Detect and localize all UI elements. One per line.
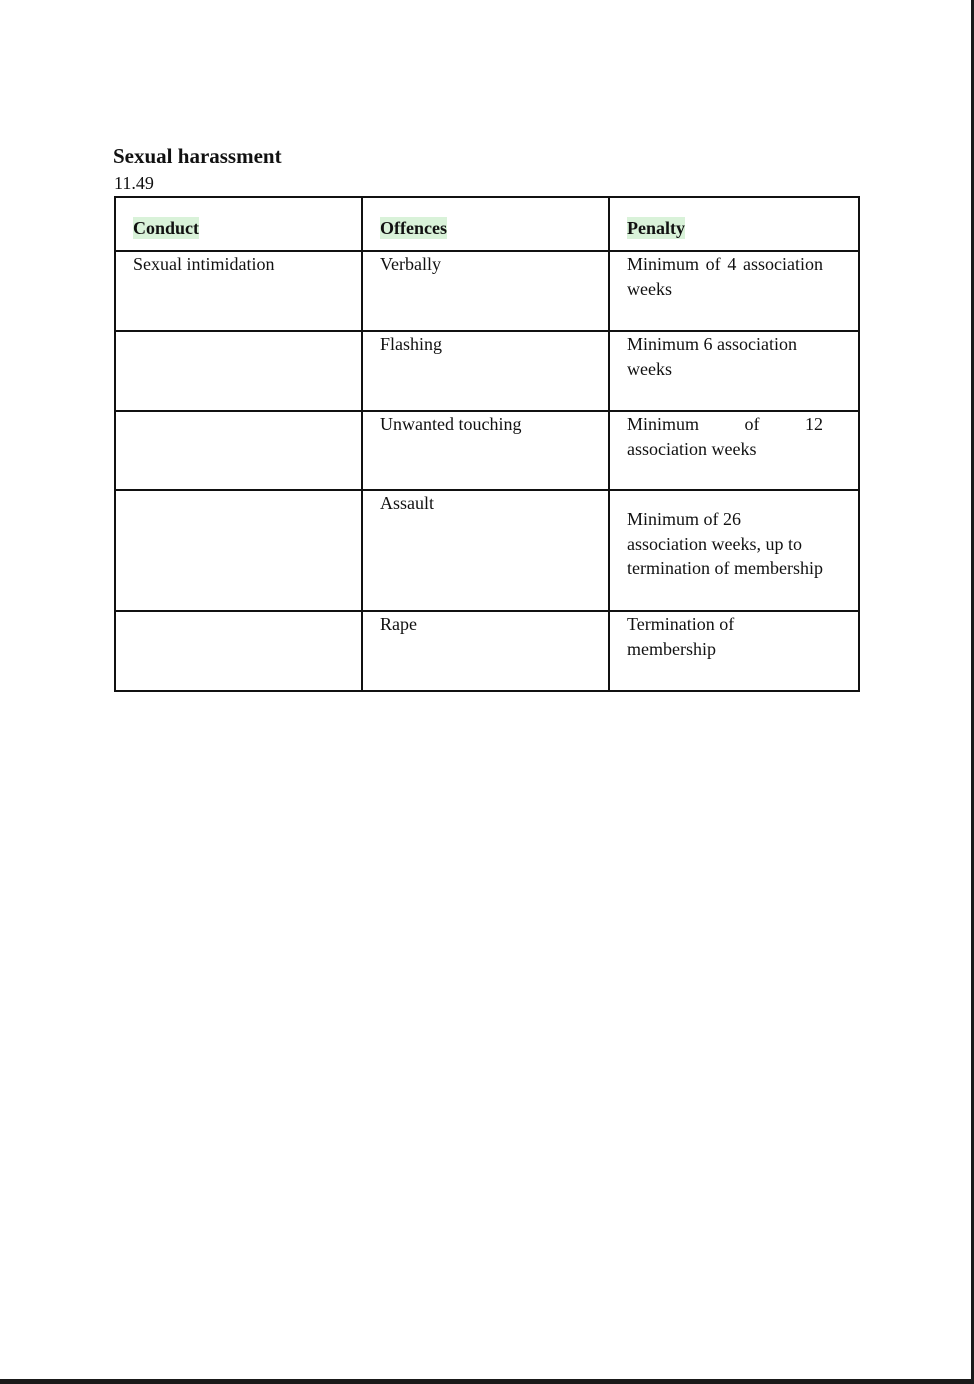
header-penalty: Penalty xyxy=(627,218,685,238)
offence-cell: Rape xyxy=(362,611,609,691)
header-offences: Offences xyxy=(380,218,447,238)
conduct-cell: Sexual intimidation xyxy=(115,251,362,331)
table-row xyxy=(115,611,859,691)
table-row xyxy=(115,490,859,611)
offence-cell: Assault xyxy=(362,490,609,611)
penalty-text: Termination of membership xyxy=(627,614,735,659)
section-heading: Sexual harassment xyxy=(113,144,282,168)
penalty-text: Minimum 6 association weeks xyxy=(627,334,797,379)
table-row xyxy=(115,411,859,490)
penalty-cell xyxy=(609,331,859,411)
penalty-cell xyxy=(609,411,859,490)
offence-cell: Verbally xyxy=(362,251,609,331)
header-conduct: Conduct xyxy=(133,218,200,238)
penalty-cell xyxy=(609,611,859,691)
header-cell-conduct xyxy=(115,197,362,251)
header-cell-penalty xyxy=(609,197,859,251)
table-row xyxy=(115,331,859,411)
section-number: 11.49 xyxy=(114,173,154,193)
penalty-text: Minimum of 26 association weeks, up to termination of membership xyxy=(627,509,823,578)
penalty-cell xyxy=(609,251,859,331)
penalty-cell xyxy=(609,490,859,611)
header-cell-offences xyxy=(362,197,609,251)
table-row xyxy=(115,251,859,331)
conduct-cell xyxy=(115,411,362,490)
table-header-row xyxy=(115,197,859,251)
conduct-cell xyxy=(115,611,362,691)
conduct-cell xyxy=(115,490,362,611)
offence-cell: Flashing xyxy=(362,331,609,411)
offence-cell: Unwanted touching xyxy=(362,411,609,490)
conduct-cell xyxy=(115,331,362,411)
penalty-text: Minimum of 12 association weeks xyxy=(627,414,823,459)
page-bottom-edge xyxy=(0,1379,974,1384)
penalty-text: Minimum of 4 association weeks xyxy=(627,254,823,299)
penalty-table xyxy=(114,196,860,692)
